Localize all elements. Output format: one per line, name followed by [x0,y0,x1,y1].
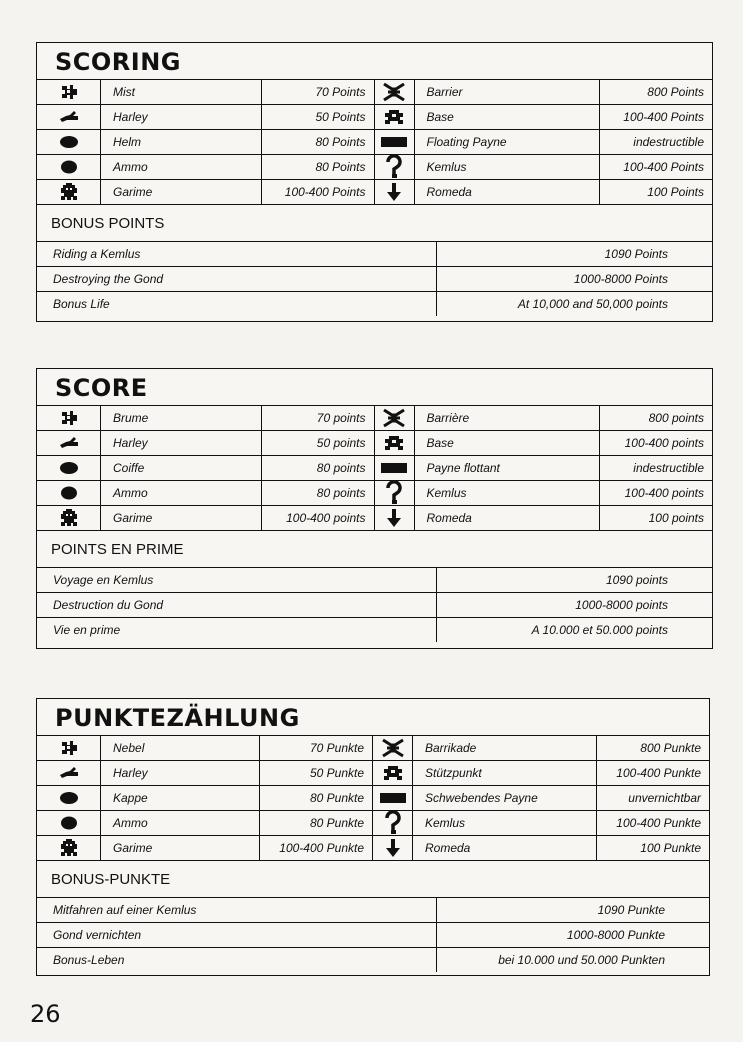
enemy-name: Ammo [101,481,262,505]
bonus-label: Destroying the Gond [37,267,437,291]
point-value: 80 Punkte [309,816,364,830]
bonus-label: Gond vernichten [37,923,437,947]
bonus-label: Riding a Kemlus [37,242,437,266]
bonus-value: 1000-8000 Points [573,272,668,286]
score-row [375,506,713,530]
scoring-table-german [36,698,710,976]
score-row [373,761,709,786]
bonus-value: 1090 Points [604,247,668,261]
bonus-row [37,292,712,316]
bonus-label: Bonus-Leben [37,948,437,972]
score-row [37,761,372,786]
right-column [375,406,713,530]
harley-icon [37,105,101,129]
score-row [375,155,713,180]
left-column [37,736,373,860]
points-grid [37,80,712,205]
harley-icon [37,761,101,785]
bonus-row [37,898,709,923]
enemy-name: Mist [101,80,262,104]
point-value: 100-400 Punkte [616,766,701,780]
score-row [375,431,713,456]
enemy-name: Floating Payne [415,130,601,154]
point-value: 100-400 Punkte [279,841,364,855]
section-title: SCORING [37,43,712,80]
enemy-name: Stützpunkt [413,761,597,785]
point-value: 100-400 Points [623,110,704,124]
enemy-name: Barrière [415,406,601,430]
point-value: 80 Punkte [309,791,364,805]
point-value: 100 Points [647,185,704,199]
bonus-title: BONUS POINTS [37,205,712,242]
romeda-icon [375,180,415,204]
payne-icon [373,786,413,810]
mist-icon [37,406,101,430]
point-value: indestructible [633,461,704,475]
enemy-name: Kemlus [413,811,597,835]
point-value: 100-400 points [624,436,704,450]
score-row [373,786,709,811]
point-value: 100 points [648,511,704,525]
bonus-value: 1000-8000 Punkte [566,928,665,942]
score-row [37,130,374,155]
kemlus-icon [375,155,415,179]
right-column [373,736,709,860]
enemy-name: Romeda [415,506,601,530]
enemy-name: Garime [101,506,262,530]
bonus-value: A 10.000 et 50.000 points [531,623,668,637]
points-grid [37,736,709,861]
base-icon [375,105,415,129]
kemlus-icon [373,811,413,835]
scoring-table-french [36,368,713,649]
point-value: 100-400 Points [623,160,704,174]
bonus-value: At 10,000 and 50,000 points [517,297,668,311]
garime-icon [37,836,101,860]
ammo-icon [37,811,101,835]
mist-icon [37,736,101,760]
point-value: 100-400 points [624,486,704,500]
score-row [37,180,374,204]
point-value: 50 Punkte [309,766,364,780]
enemy-name: Nebel [101,736,260,760]
point-value: 50 points [316,436,366,450]
bonus-label: Bonus Life [37,292,437,316]
helm-icon [37,456,101,480]
score-row [375,180,713,204]
garime-icon [37,180,101,204]
enemy-name: Payne flottant [415,456,601,480]
enemy-name: Barrier [415,80,601,104]
section-title: PUNKTEZÄHLUNG [37,699,709,736]
enemy-name: Kemlus [415,155,601,179]
bonus-label: Voyage en Kemlus [37,568,437,592]
romeda-icon [375,506,415,530]
bonus-row [37,593,712,618]
point-value: 800 Points [647,85,704,99]
enemy-name: Romeda [415,180,601,204]
point-value: 80 Points [315,160,366,174]
point-value: 70 Points [315,85,366,99]
point-value: 100-400 Points [284,185,366,199]
points-grid [37,406,712,531]
bonus-row [37,242,712,267]
bonus-value: 1000-8000 points [575,598,668,612]
bonus-value: bei 10.000 und 50.000 Punkten [498,953,665,967]
score-row [37,456,374,481]
barrier-icon [375,406,415,430]
score-row [373,736,709,761]
page-number: 26 [30,1000,61,1028]
bonus-row [37,923,709,948]
payne-icon [375,130,415,154]
point-value: unvernichtbar [628,791,701,805]
mist-icon [37,80,101,104]
score-row [375,80,713,105]
enemy-name: Romeda [413,836,597,860]
left-column [37,80,375,204]
enemy-name: Kappe [101,786,260,810]
enemy-name: Barrikade [413,736,597,760]
bonus-label: Mitfahren auf einer Kemlus [37,898,437,922]
score-row [375,406,713,431]
enemy-name: Kemlus [415,481,601,505]
bonus-label: Destruction du Gond [37,593,437,617]
score-row [375,130,713,155]
enemy-name: Helm [101,130,262,154]
bonus-value: 1090 points [605,573,668,587]
enemy-name: Ammo [101,811,260,835]
point-value: 800 Punkte [640,741,701,755]
kemlus-icon [375,481,415,505]
point-value: 80 points [316,486,366,500]
bonus-value: 1090 Punkte [597,903,665,917]
score-row [37,481,374,506]
point-value: 70 Punkte [309,741,364,755]
enemy-name: Ammo [101,155,262,179]
score-row [373,836,709,860]
point-value: 100 Punkte [640,841,701,855]
bonus-row [37,618,712,642]
left-column [37,406,375,530]
point-value: 80 Points [315,135,366,149]
barrier-icon [375,80,415,104]
enemy-name: Harley [101,431,262,455]
enemy-name: Harley [101,105,262,129]
garime-icon [37,506,101,530]
score-row [37,811,372,836]
point-value: 80 points [316,461,366,475]
score-row [373,811,709,836]
helm-icon [37,786,101,810]
section-title: SCORE [37,369,712,406]
score-row [37,105,374,130]
helm-icon [37,130,101,154]
right-column [375,80,713,204]
score-row [37,406,374,431]
ammo-icon [37,481,101,505]
enemy-name: Garime [101,836,260,860]
payne-icon [375,456,415,480]
score-row [37,786,372,811]
score-row [375,105,713,130]
bonus-row [37,568,712,593]
bonus-label: Vie en prime [37,618,437,642]
enemy-name: Garime [101,180,262,204]
bonus-title: BONUS-PUNKTE [37,861,709,898]
score-row [37,736,372,761]
point-value: 50 Points [315,110,366,124]
barrier-icon [373,736,413,760]
romeda-icon [373,836,413,860]
score-row [375,481,713,506]
bonus-row [37,267,712,292]
bonus-title: POINTS EN PRIME [37,531,712,568]
score-row [37,155,374,180]
scoring-table-english [36,42,713,322]
point-value: 100-400 Punkte [616,816,701,830]
base-icon [375,431,415,455]
enemy-name: Schwebendes Payne [413,786,597,810]
enemy-name: Base [415,431,601,455]
score-row [37,836,372,860]
enemy-name: Brume [101,406,262,430]
bonus-row [37,948,709,972]
score-row [375,456,713,481]
base-icon [373,761,413,785]
ammo-icon [37,155,101,179]
enemy-name: Base [415,105,601,129]
harley-icon [37,431,101,455]
score-row [37,431,374,456]
score-row [37,506,374,530]
point-value: 800 points [648,411,704,425]
point-value: 100-400 points [286,511,366,525]
point-value: indestructible [633,135,704,149]
enemy-name: Harley [101,761,260,785]
enemy-name: Coiffe [101,456,262,480]
point-value: 70 points [316,411,366,425]
score-row [37,80,374,105]
